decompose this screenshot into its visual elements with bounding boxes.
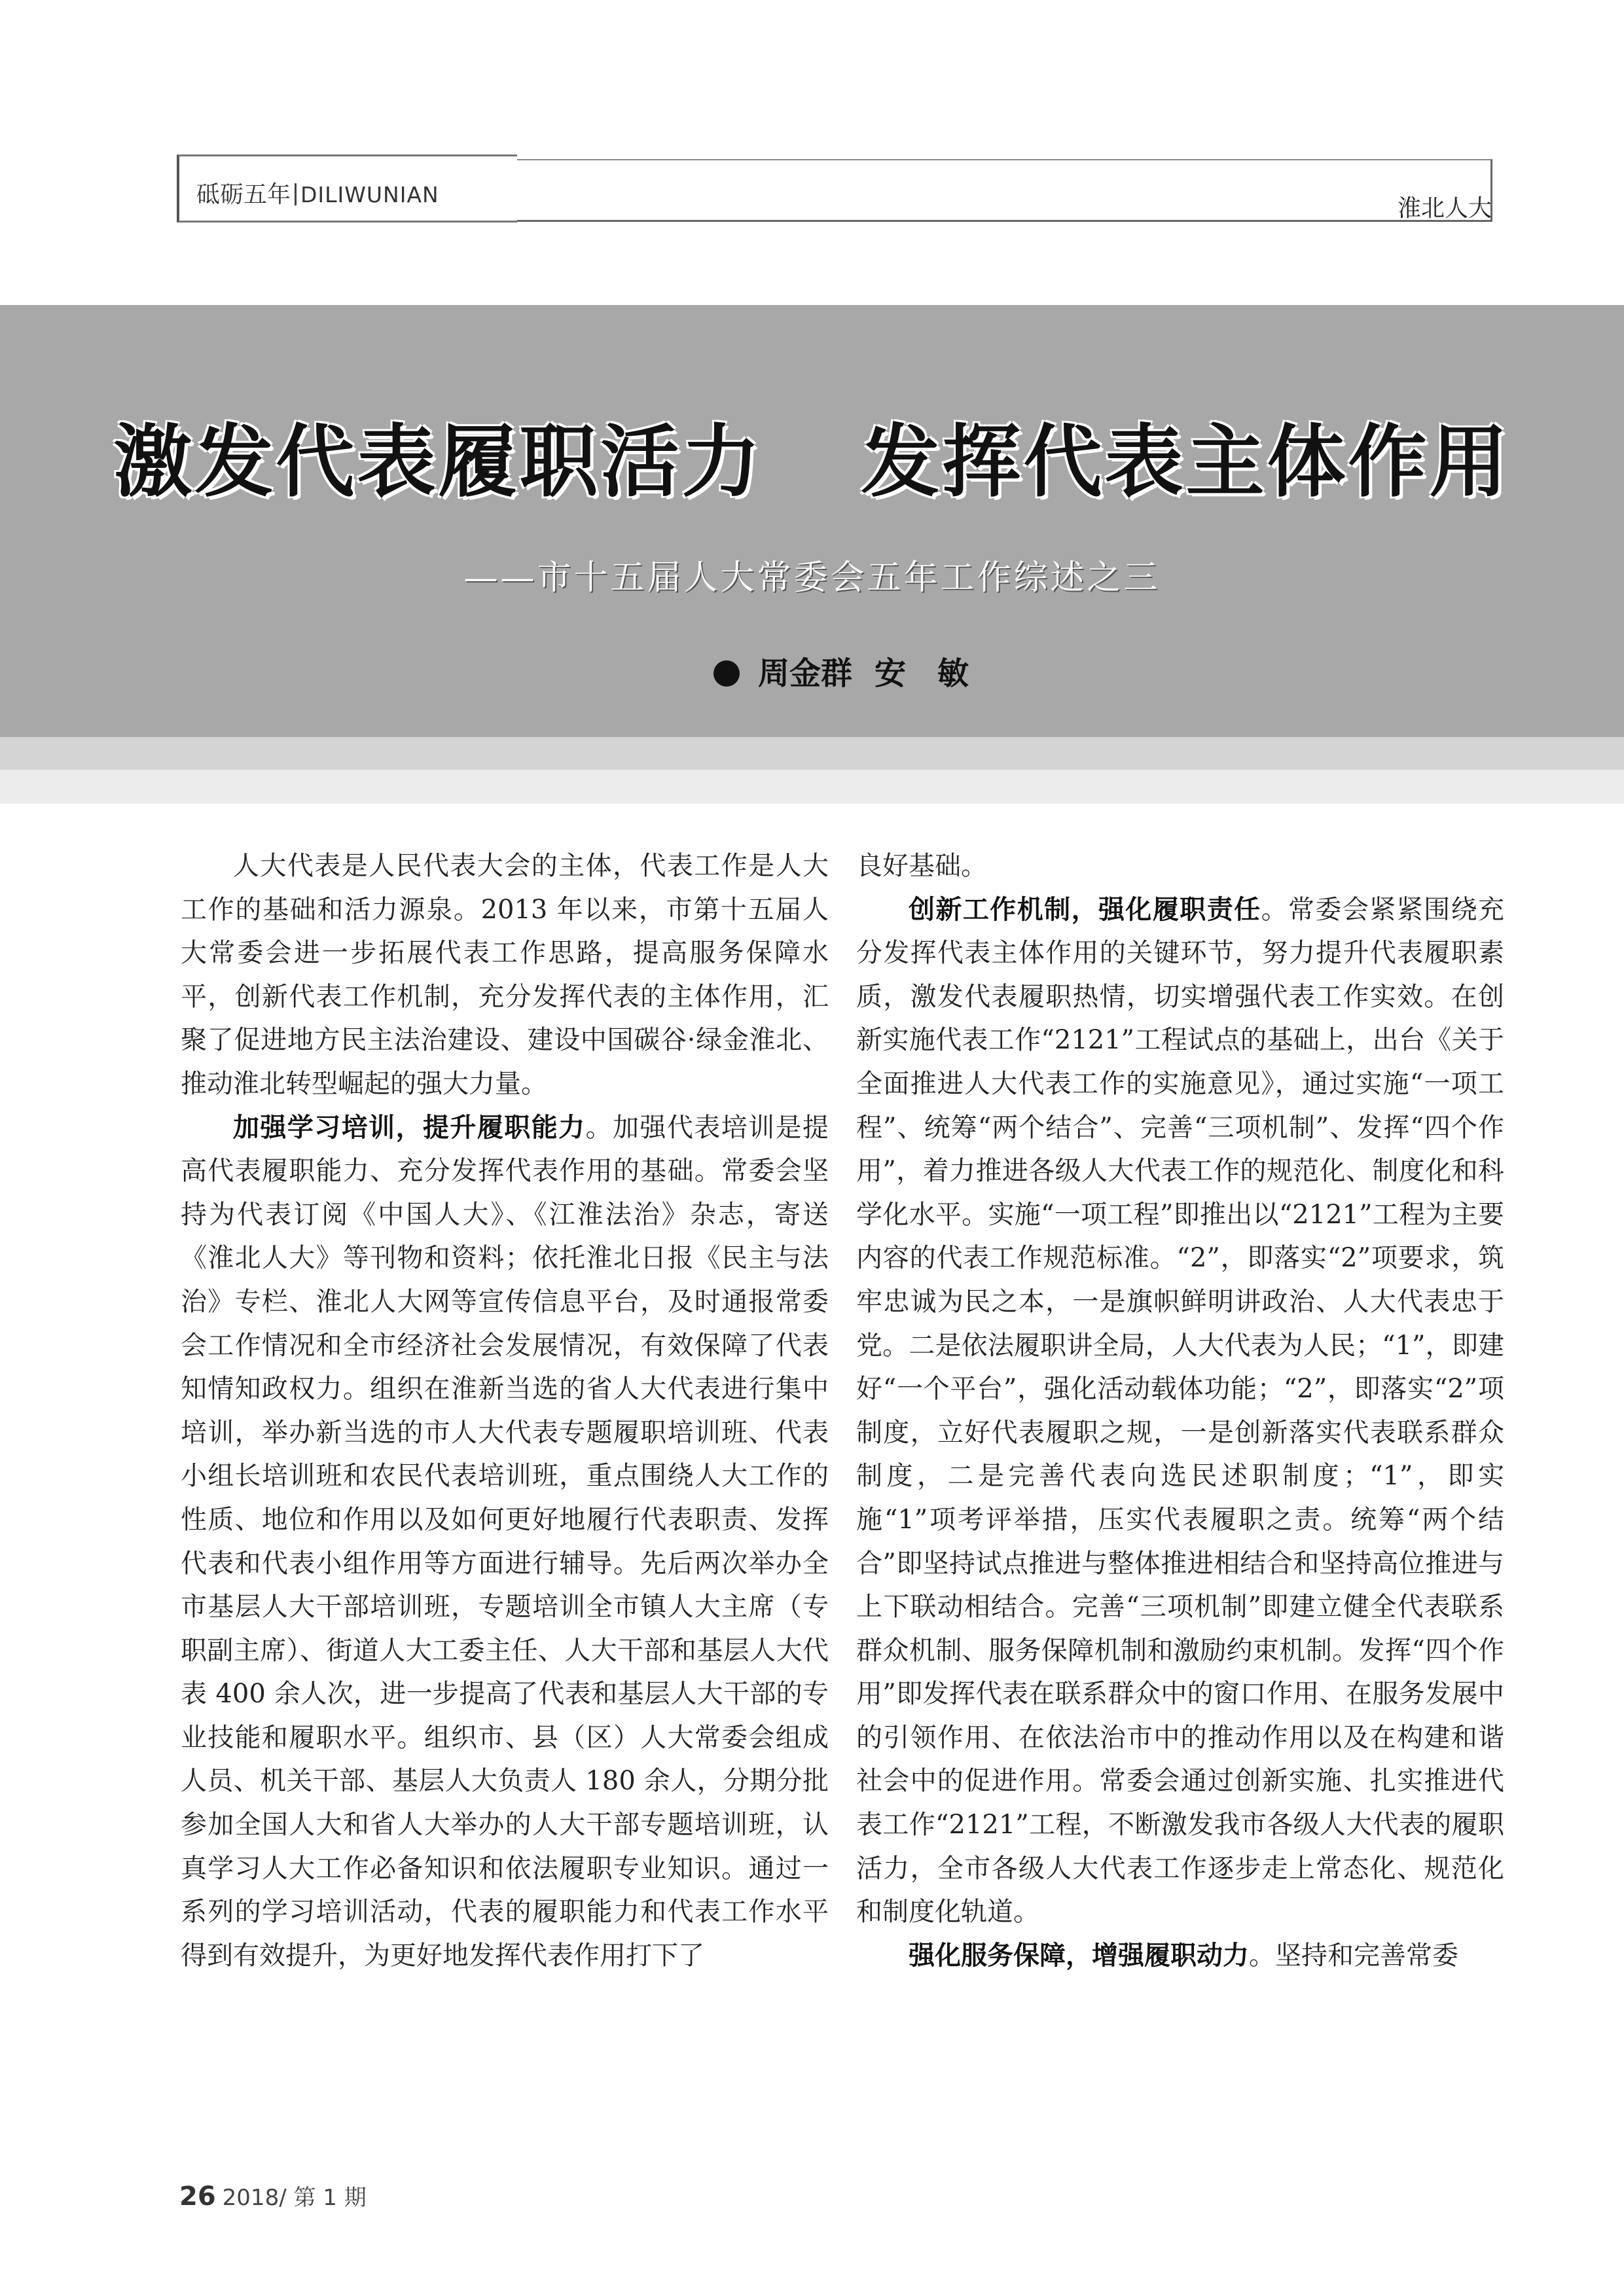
article-subtitle: ——市十五届人大常委会五年工作综述之三: [463, 558, 1161, 598]
running-header-section: [177, 154, 517, 223]
article-title-part1: 激发代表履职活力: [113, 417, 763, 508]
paragraph-service: [856, 1934, 1504, 1978]
article-title-part2: 发挥代表主体作用: [861, 417, 1511, 508]
title-band-strip-light: [0, 770, 1624, 804]
issue-label: 2018/ 第 1 期: [222, 2185, 367, 2211]
section-divider: [295, 183, 297, 206]
paragraph-text: 。加强代表培训是提高代表履职能力、充分发挥代表作用的基础。常委会坚持为代表订阅《中国人大》、《江淮法治》杂志，寄送《淮北人大》等刊物和资料；依托淮北日报《民主与法治》专栏、淮北人大网等宣传信息平台，及时通报常委会工作情况和全市经济社会发展情况，有效保障了代表知情知政权力。组织在淮新当选的省人大代表进行集中培训，举办新当选的市人大代表专题履职培训班、代表小组长培训班和农民代表培训班，重点围绕人大工作的性质、地位和作用以及如何更好地履行代表职责、发挥代表和代表小组作用等方面进行辅导。先后两次举办全市基层人大干部培训班，专题培训全市镇人大主席（专职副主席）、街道人大工委主任、人大干部和基层人大代表 400 余人次，进一步提高了代表和基层人大干部的专业技能和履职水平。组织市、县（区）人大常委会组成人员、机关干部、基层人大负责人 180 余人，分期分批参加全国人大和省人大举办的人大干部专题培训班，认真学习人大工作必备知识和依法履职专业知识。通过一系列的学习培训活动，代表的履职能力和代表工作水平得到有效提升，为更好地发挥代表作用打下了: [181, 1112, 829, 1971]
paragraph-continuation: 良好基础。: [856, 851, 987, 881]
section-label: [196, 176, 439, 209]
journal-name: 淮北人大: [1397, 195, 1492, 222]
paragraph-training: [181, 1106, 829, 1978]
title-band-strip: [0, 737, 1624, 770]
header-rule: [517, 159, 1492, 222]
article-authors: [713, 648, 969, 693]
author-name: 安 敏: [875, 655, 969, 692]
paragraph-lead: 加强学习培训，提升履职能力: [233, 1111, 586, 1143]
author-name: 周金群: [758, 655, 853, 692]
bullet-icon: [713, 660, 740, 687]
body-column-left: [181, 844, 829, 1977]
paragraph-lead: 创新工作机制，强化履职责任: [909, 893, 1261, 925]
section-title-cn: 砥砺五年: [196, 181, 291, 208]
paragraph-lead: 强化服务保障，增强履职动力: [909, 1939, 1249, 1971]
paragraph-intro: 人大代表是人民代表大会的主体，代表工作是人大工作的基础和活力源泉。2013 年以来，市第十五届人大常委会进一步拓展代表工作思路，提高服务保障水平，创新代表工作机制，充分发挥代表的主体作用，汇聚了促进地方民主法治建设、建设中国碳谷·绿金淮北、推动淮北转型崛起的强大力量。: [181, 851, 829, 1099]
paragraph-text: 。常委会紧紧围绕充分发挥代表主体作用的关键环节，努力提升代表履职素质，激发代表履职热情，切实增强代表工作实效。在创新实施代表工作“2121”工程试点的基础上，出台《关于全面推进人大代表工作的实施意见》，通过实施“一项工程”、统筹“两个结合”、完善“三项机制”、发挥“四个作用”，着力推进各级人大代表工作的规范化、制度化和科学化水平。实施“一项工程”即推出以“2121”工程为主要内容的代表工作规范标准。“2”，即落实“2”项要求，筑牢忠诚为民之本，一是旗帜鲜明讲政治、人大代表忠于党。二是依法履职讲全局，人大代表为人民；“1”，即建好“一个平台”，强化活动载体功能；“2”，即落实“2”项制度，立好代表履职之规，一是创新落实代表联系群众制度，二是完善代表向选民述职制度；“1”，即实施“1”项考评举措，压实代表履职之责。统筹“两个结合”即坚持试点推进与整体推进相结合和坚持高位推进与上下联动相结合。完善“三项机制”即建立健全代表联系群众机制、服务保障机制和激励约束机制。发挥“四个作用”即发挥代表在联系群众中的窗口作用、在服务发展中的引领作用、在依法治市中的推动作用以及在构建和谐社会中的促进作用。常委会通过创新实施、扎实推进代表工作“2121”工程，不断激发我市各级人大代表的履职活力，全市各级人大代表工作逐步走上常态化、规范化和制度化轨道。: [856, 894, 1505, 1928]
paragraph-mechanism: [856, 888, 1504, 1934]
page-number: 26: [179, 2181, 216, 2212]
section-title-en: DILIWUNIAN: [300, 182, 439, 207]
page-footer: [179, 2179, 367, 2212]
body-column-right: [856, 844, 1504, 1977]
paragraph-text: 。坚持和完善常委: [1249, 1940, 1458, 1971]
article-title: [0, 399, 1624, 512]
